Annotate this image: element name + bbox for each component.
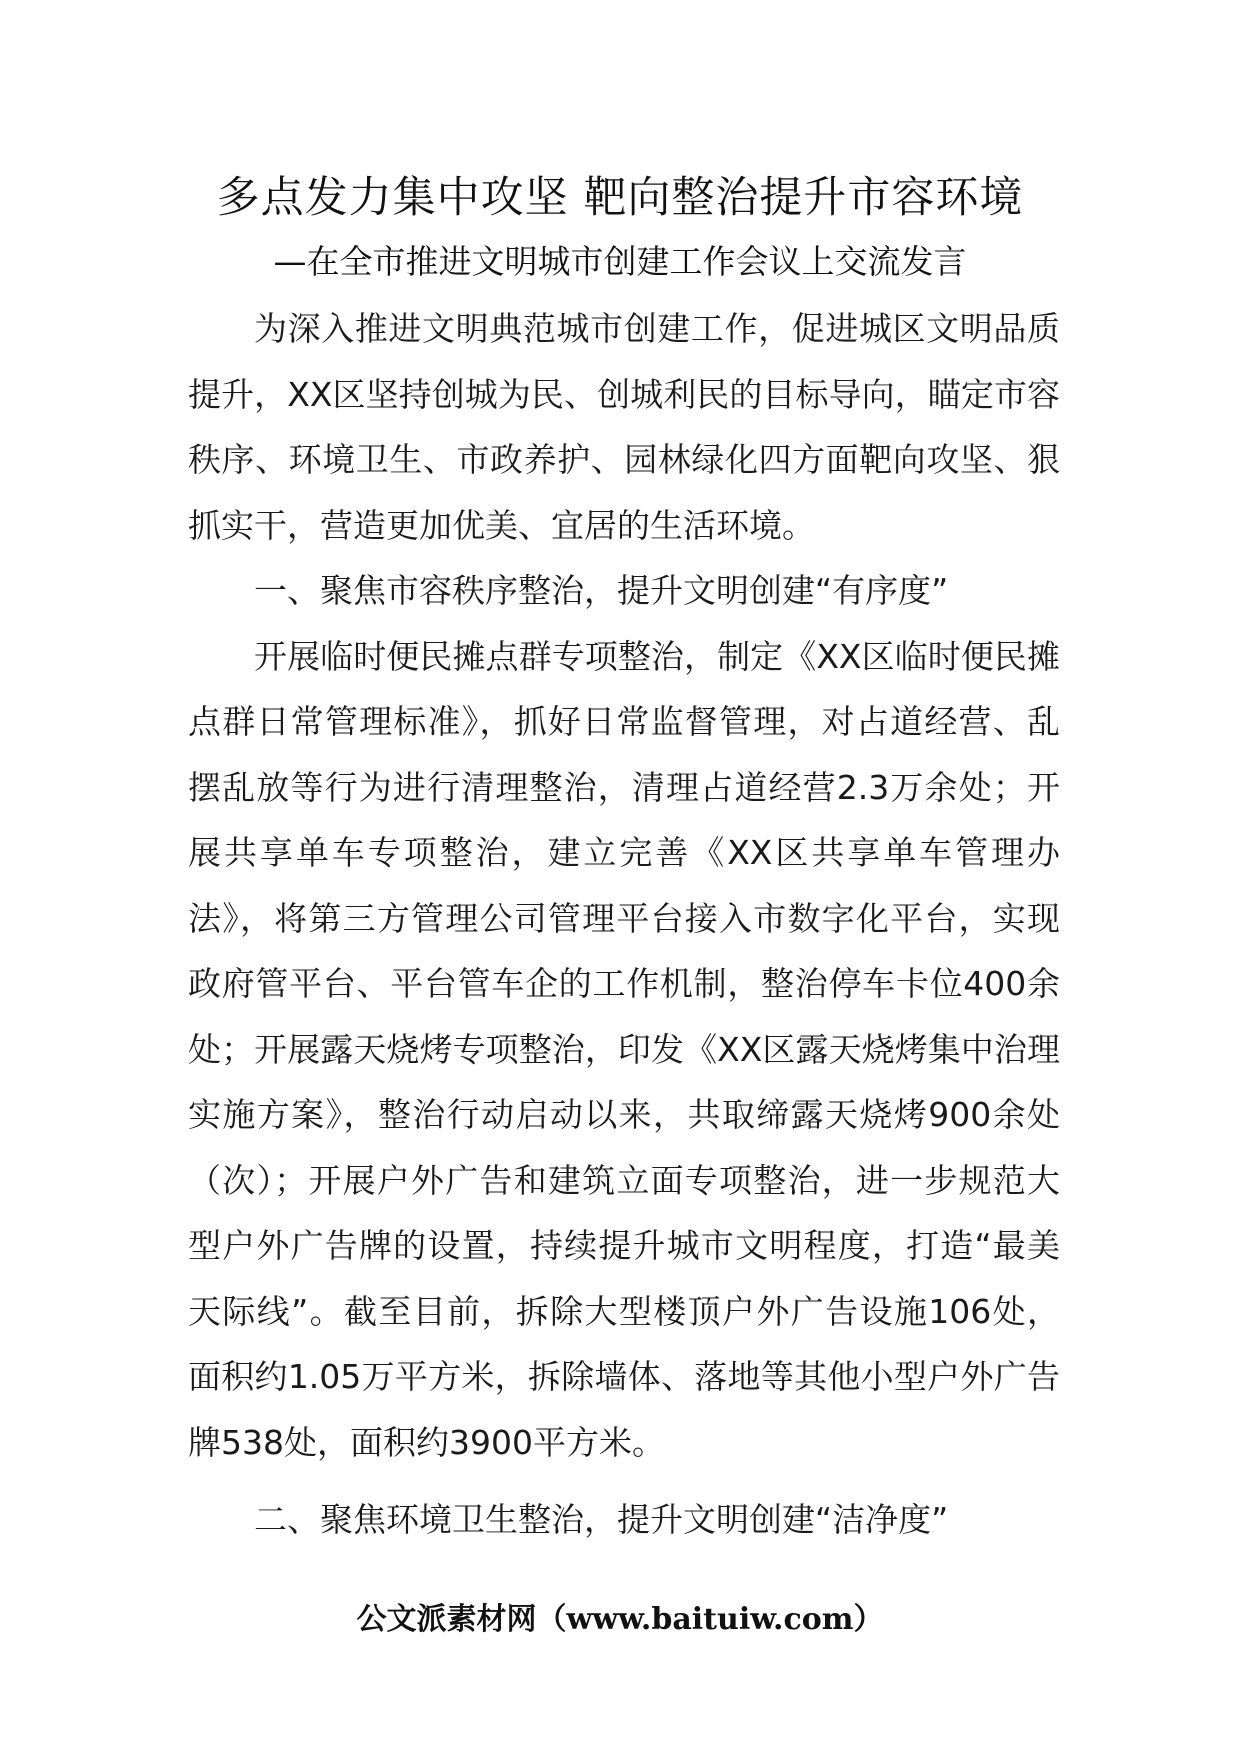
footer-watermark: 公文派素材网（www.baituiw.com） [356, 1602, 884, 1637]
document-body [188, 296, 1060, 1553]
document-subtitle: —在全市推进文明城市创建工作会议上交流发言 [273, 242, 967, 281]
section-1-heading: 一、聚焦市容秩序整治，提升文明创建“有序度” [254, 571, 949, 610]
section-1-paragraph: 开展临时便民摊点群专项整治，制定《XX区临时便民摊点群日常管理标准》，抓好日常监督管理，对占道经营、乱摆乱放等行为进行清理整治，清理占道经营2.3万余处；开展共享单车专项整治，建立完善《XX区共享单车管理办法》，将第三方管理公司管理平台接入市数字化平台，实现政府管平台、平台管车企的工作机制，整治停车卡位400余处；开展露天烧烤专项整治，印发《XX区露天烧烤集中治理实施方案》，整治行动启动以来，共取缔露天烧烤900余处（次）；开展户外广告和建筑立面专项整治，进一步规范大型户外广告牌的设置，持续提升城市文明程度，打造“最美天际线”。截至目前，拆除大型楼顶户外广告设施106处，面积约1.05万平方米，拆除墙体、落地等其他小型户外广告牌538处，面积约3900平方米。 [188, 636, 1060, 1462]
section-2-heading: 二、聚焦环境卫生整治，提升文明创建“洁净度” [254, 1500, 949, 1539]
document-title: 多点发力集中攻坚 靶向整治提升市容环境 [216, 173, 1024, 223]
intro-paragraph: 为深入推进文明典范城市创建工作，促进城区文明品质提升，XX区坚持创城为民、创城利民的目标导向，瞄定市容秩序、环境卫生、市政养护、园林绿化四方面靶向攻坚、狠抓实干，营造更加优美、宜居的生活环境。 [188, 309, 1060, 545]
